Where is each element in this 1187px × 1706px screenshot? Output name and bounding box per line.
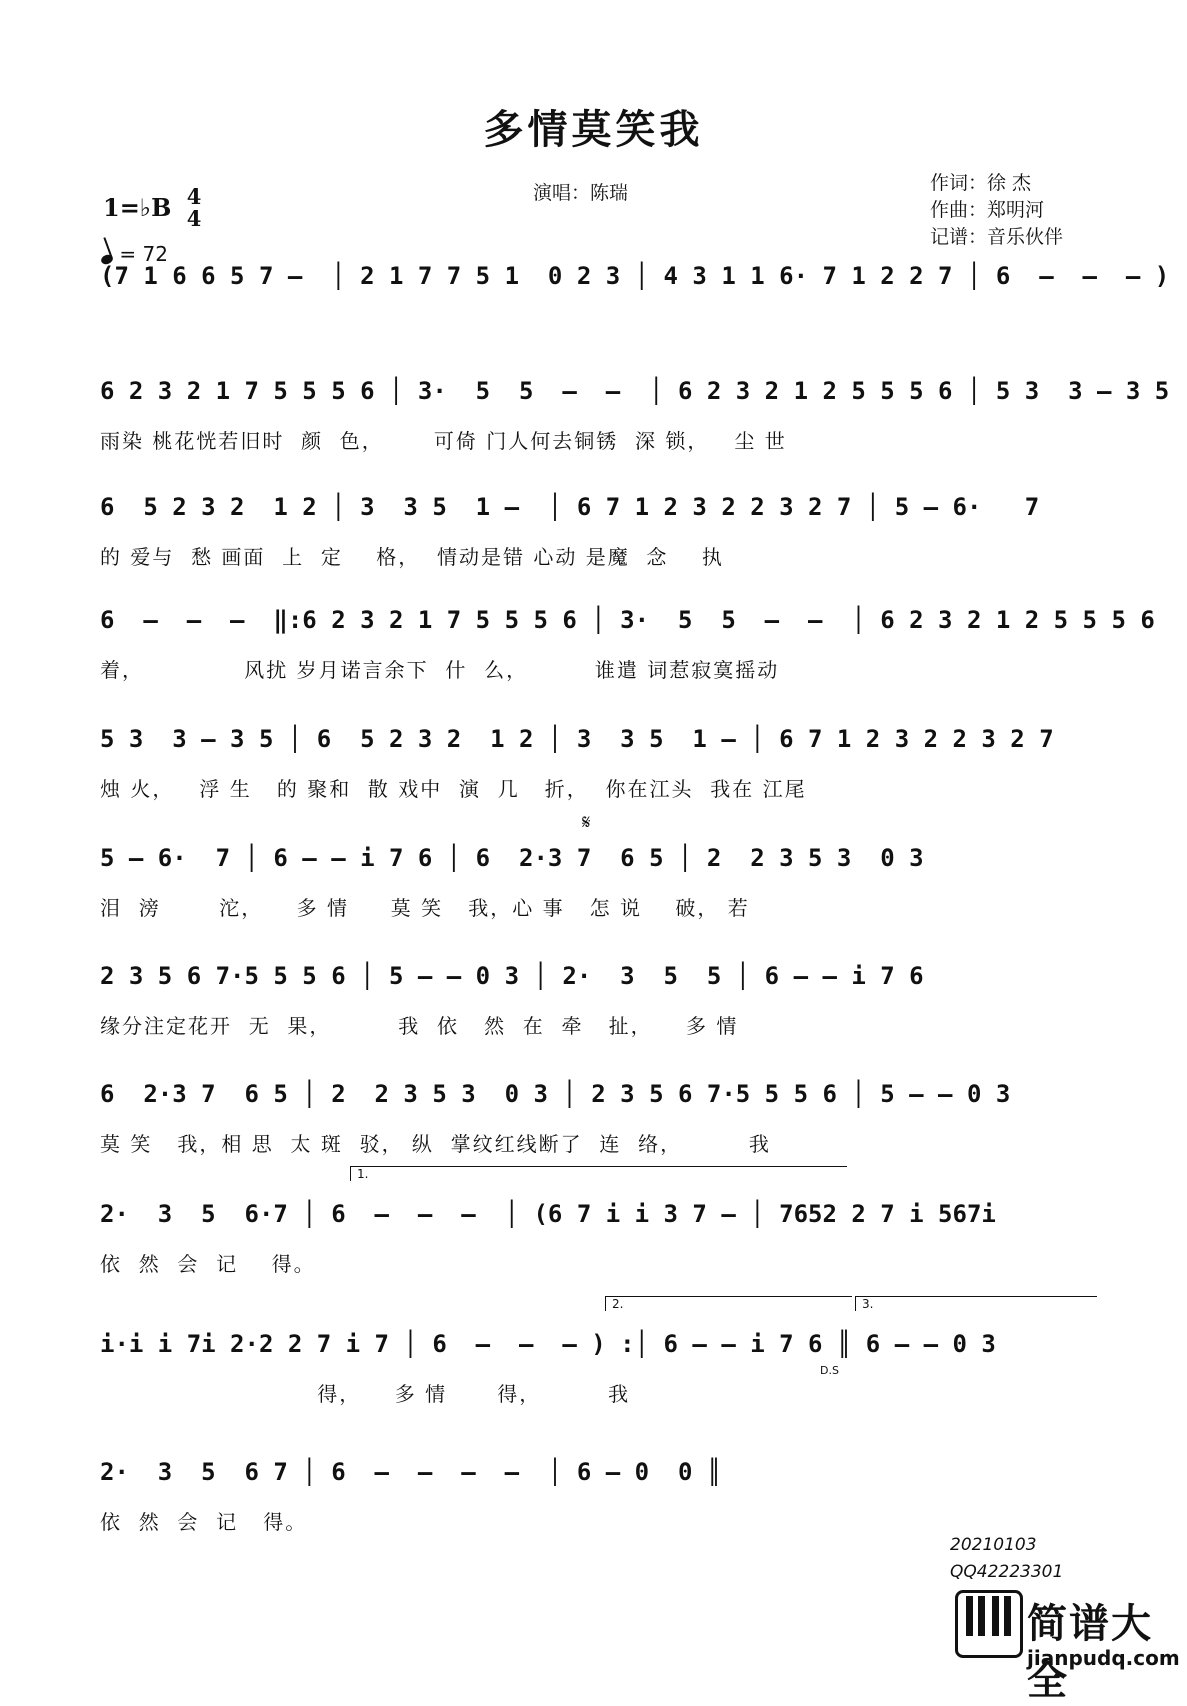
lyrics: 依 然 会 记 得。: [100, 1510, 308, 1534]
brand-name: 简谱大全: [1027, 1601, 1153, 1704]
lyrics: 莫 笑 我，相 思 太 斑 驳， 纵 掌纹红线断了 连 络， 我: [100, 1132, 771, 1156]
volta-2-label: 2.: [612, 1297, 624, 1311]
composer: 作曲：郑明河: [930, 199, 1045, 221]
notes: 5 3 3 – 3 5 │ 6 5 2 3 2 1 2 │ 3 3 5 1 – │ 6 7 1 2 3 2 2 3 2 7: [100, 725, 1054, 753]
notes: 2 3 5 6 7·5 5 5 6 │ 5 – – 0 3 │ 2· 3 5 5 │ 6 – – i 7 6: [100, 962, 924, 990]
brand-url: jianpudq.com: [1027, 1646, 1180, 1670]
volta-2-bracket: [605, 1296, 852, 1311]
score-row-1: [100, 262, 1170, 372]
lyrics: 雨染 桃花恍若旧时 颜 色， 可倚 门人何去铜锈 深 锁， 尘 世: [100, 429, 787, 453]
ds-mark: D.S: [820, 1364, 839, 1377]
score-row-9: [100, 1167, 1090, 1310]
score-row-6: [100, 810, 1090, 954]
lyricist: 作词：徐 杰: [930, 172, 1032, 194]
lyrics: 依 然 会 记 得。: [100, 1252, 316, 1276]
segno-mark: 𝄋: [582, 810, 591, 834]
score-row-11: [100, 1458, 1090, 1568]
lyrics: 泪 滂 沱， 多 情 莫 笑 我，心 事 怎 说 破， 若: [100, 896, 750, 920]
tempo-value: = 72: [119, 242, 168, 266]
key-signature: 1=♭B: [103, 193, 172, 222]
lyrics: 的 爱与 愁 画面 上 定 格， 情动是错 心动 是魔 念 执: [100, 545, 724, 569]
notes: 6 – – – ‖:6 2 3 2 1 7 5 5 5 6 │ 3· 5 5 – – │ 6 2 3 2 1 2 5 5 5 6: [100, 606, 1155, 634]
score-row-7: [100, 962, 1090, 1072]
notes: 6 2 3 2 1 7 5 5 5 6 │ 3· 5 5 – – │ 6 2 3 2 1 2 5 5 5 6 │ 5 3 3 – 3 5: [100, 377, 1170, 405]
lyrics: 得， 多 情 得， 我: [100, 1382, 631, 1406]
score-row-2: [100, 377, 1170, 487]
credits: [930, 170, 1063, 251]
volta-3-label: 3.: [862, 1297, 874, 1311]
score-row-4: [100, 606, 1155, 716]
song-title: 多情莫笑我: [483, 106, 704, 153]
notes: 6 2·3 7 6 5 │ 2 2 3 5 3 0 3 │ 2 3 5 6 7·5 5 5 6 │ 5 – – 0 3: [100, 1080, 1011, 1108]
site-logo: [955, 1590, 1180, 1704]
qq-number: QQ42223301: [950, 1562, 1064, 1582]
notes: (7 1 6 6 5 7 – │ 2 1 7 7 5 1 0 2 3 │ 4 3 1 1 6· 7 1 2 2 7 │ 6 – – – ): [100, 262, 1170, 290]
lyrics: 缘分注定花开 无 果， 我 依 然 在 牵 扯， 多 情: [100, 1014, 739, 1038]
notes: 2· 3 5 6 7 │ 6 – – – – │ 6 – 0 0 ║: [100, 1458, 722, 1486]
score-row-5: [100, 725, 1090, 835]
notes: 5 – 6· 7 │ 6 – – i 7 6 │ 6 2·3 7 6 5 │ 2 2 3 5 3 0 3: [100, 844, 924, 872]
notes: 2· 3 5 6·7 │ 6 – – – │ (6 7 i i 3 7 – │ 7652 2 7 i 567i: [100, 1200, 996, 1228]
volta-3-bracket: [855, 1296, 1097, 1311]
volta-1-label: 1.: [357, 1167, 369, 1181]
notes: 6 5 2 3 2 1 2 │ 3 3 5 1 – │ 6 7 1 2 3 2 2 3 2 7 │ 5 – 6· 7: [100, 493, 1040, 521]
piano-icon: [955, 1590, 1023, 1658]
transcriber: 记谱：音乐伙伴: [930, 226, 1064, 248]
notes: i·i i 7i 2·2 2 7 i 7 │ 6 – – – ) :│ 6 – – i 7 6 ║ 6 – – 0 3: [100, 1330, 996, 1358]
time-top: 4: [186, 184, 202, 209]
score-row-10: [100, 1297, 1090, 1440]
singer: 演唱：陈瑞: [533, 182, 629, 204]
score-row-3: [100, 493, 1090, 603]
lyrics: 烛 火， 浮 生 的 聚和 散 戏中 演 几 折， 你在江头 我在 江尾: [100, 777, 807, 801]
time-bottom: 4: [186, 206, 202, 231]
date-stamp: 20210103: [950, 1535, 1037, 1555]
volta-1-bracket: [350, 1166, 847, 1181]
time-signature: [184, 186, 204, 229]
lyrics: 着， 风扰 岁月诺言余下 什 么， 谁遣 词惹寂寞摇动: [100, 658, 780, 682]
